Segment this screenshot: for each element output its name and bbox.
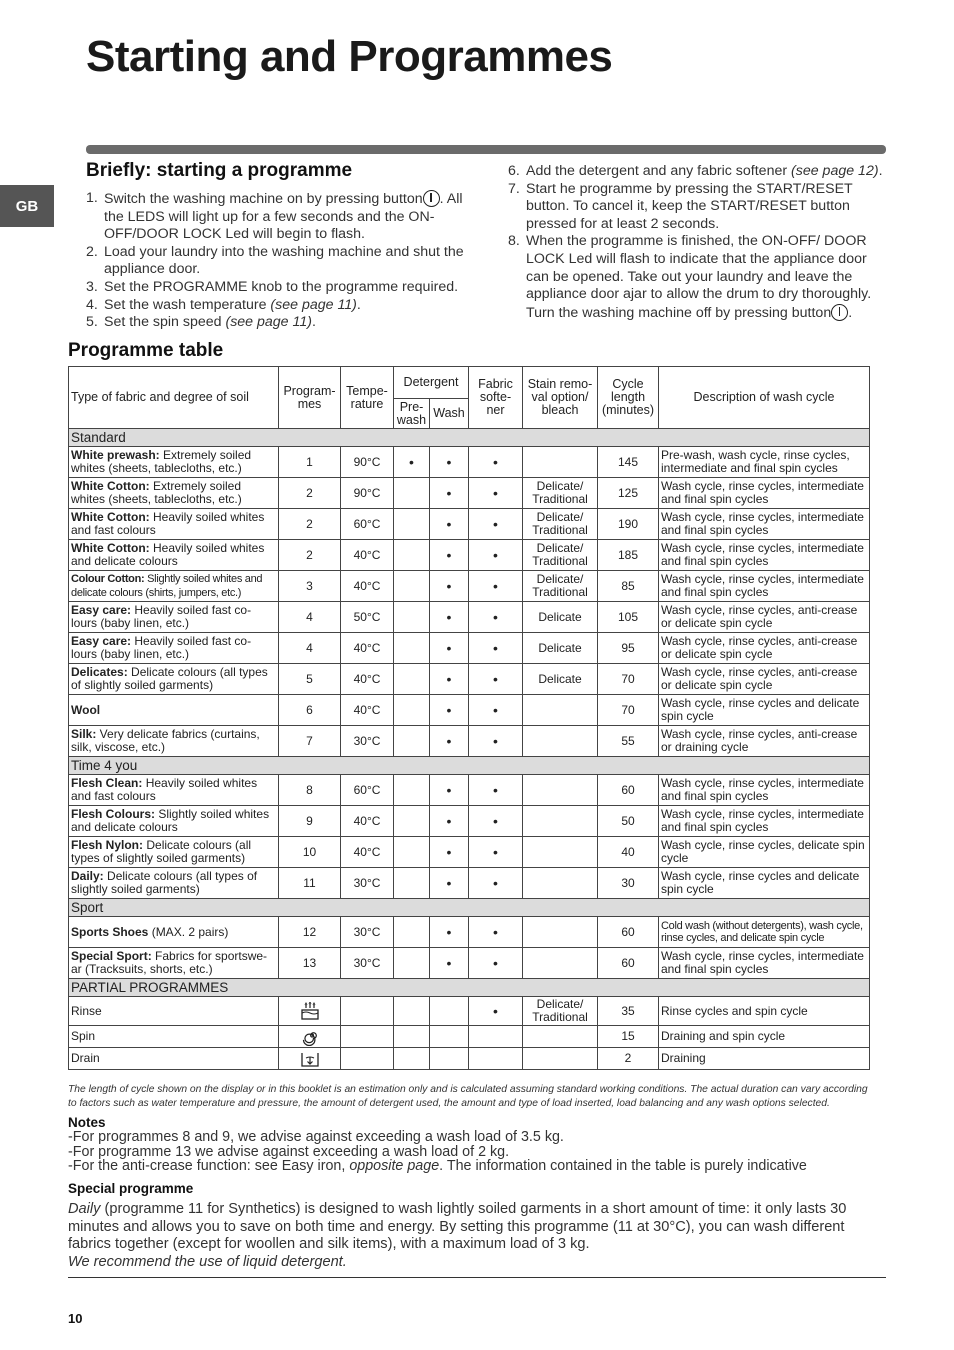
softener-cell: • <box>469 726 523 757</box>
programme-number-cell: 11 <box>279 868 341 899</box>
header-softener: Fabric softe- ner <box>469 367 523 429</box>
description-cell: Wash cycle, rinse cycles and delicate spin cycle <box>659 868 870 899</box>
temperature-cell: 60°C <box>341 509 394 540</box>
temperature-cell: 40°C <box>341 571 394 602</box>
temperature-cell: 30°C <box>341 868 394 899</box>
header-wash: Wash <box>430 399 469 429</box>
stain-removal-cell: Delicate/ Traditional <box>523 997 598 1026</box>
fabric-name: Delicates: <box>71 665 128 679</box>
step-text: Switch the washing machine on by pressing button <box>104 191 423 207</box>
fabric-detail: Rinse <box>71 1003 102 1018</box>
temperature-cell: 30°C <box>341 726 394 757</box>
notes-heading: Notes <box>68 1115 106 1130</box>
temperature-cell: 30°C <box>341 948 394 979</box>
temperature-cell: 50°C <box>341 602 394 633</box>
wash-cell: • <box>430 447 469 478</box>
step-number: 8. <box>508 233 520 250</box>
notes-text <box>68 1130 807 1174</box>
prewash-cell <box>394 726 430 757</box>
fabric-type-cell <box>69 806 279 837</box>
table-row <box>69 997 870 1026</box>
programme-number-cell: 9 <box>279 806 341 837</box>
step-item <box>86 244 466 279</box>
fabric-type-cell <box>69 447 279 478</box>
programme-number-cell: 6 <box>279 695 341 726</box>
wash-cell: • <box>430 695 469 726</box>
stain-removal-cell <box>523 447 598 478</box>
table-row <box>69 447 870 478</box>
note-line: -For programme 13 we advise against exceeding a wash load of 2 kg. <box>68 1143 510 1160</box>
stain-removal-cell: Delicate/ Traditional <box>523 571 598 602</box>
stain-removal-cell <box>523 695 598 726</box>
temperature-cell <box>341 1026 394 1048</box>
stain-removal-cell <box>523 948 598 979</box>
step-number: 1. <box>86 190 98 206</box>
softener-cell: • <box>469 571 523 602</box>
prewash-cell <box>394 509 430 540</box>
step-reference: (see page 12) <box>791 163 879 179</box>
softener-cell: • <box>469 775 523 806</box>
temperature-cell: 90°C <box>341 447 394 478</box>
section-title: Standard <box>69 429 870 447</box>
cycle-length-cell: 15 <box>598 1026 659 1048</box>
table-row <box>69 509 870 540</box>
step-number: 6. <box>508 163 520 179</box>
step-number: 2. <box>86 243 98 260</box>
table-row <box>69 837 870 868</box>
power-button-icon <box>831 304 848 321</box>
description-cell: Draining and spin cycle <box>659 1026 870 1048</box>
table-row <box>69 806 870 837</box>
step-number: 5. <box>86 314 98 331</box>
header-temperature: Tempe- rature <box>341 367 394 429</box>
temperature-cell: 90°C <box>341 478 394 509</box>
step-reference: (see page 11) <box>270 296 357 313</box>
fabric-type-cell <box>69 664 279 695</box>
note-line: -For programmes 8 and 9, we advise against exceeding a wash load of 3.5 kg. <box>68 1129 564 1145</box>
description-cell: Wash cycle, rinse cycles, intermediate and final spin cycles <box>659 540 870 571</box>
softener-cell: • <box>469 806 523 837</box>
table-row <box>69 775 870 806</box>
drain-icon <box>281 1050 338 1068</box>
step-text: Add the detergent and any fabric softener <box>526 163 792 179</box>
stain-removal-cell: Delicate <box>523 633 598 664</box>
temperature-cell: 60°C <box>341 775 394 806</box>
softener-cell: • <box>469 447 523 478</box>
fabric-detail: Drain <box>71 1051 100 1065</box>
temperature-cell: 40°C <box>341 837 394 868</box>
fabric-detail: Slightly soiled whites and delicate colours <box>71 807 270 834</box>
programme-number-cell: 4 <box>279 602 341 633</box>
header-programmes: Program- mes <box>279 367 341 429</box>
table-row <box>69 695 870 726</box>
table-row <box>69 664 870 695</box>
step-item <box>86 190 466 244</box>
fabric-type-cell <box>69 695 279 726</box>
table-row <box>69 868 870 899</box>
softener-cell: • <box>469 868 523 899</box>
fabric-name: White Cotton: <box>71 479 150 493</box>
steps-list-right <box>508 163 893 322</box>
step-item <box>508 163 893 181</box>
fabric-type-cell <box>69 837 279 868</box>
section-row <box>69 979 870 997</box>
description-cell: Cold wash (without detergents), wash cycle, rinse cycles, and delicate spin cycle <box>659 917 870 948</box>
prewash-cell <box>394 571 430 602</box>
wash-cell <box>430 997 469 1026</box>
wash-cell: • <box>430 837 469 868</box>
fabric-detail: Delicate colours (all types of slightly soiled garments) <box>71 869 258 896</box>
step-text: Start he programme by pressing the START/RESET button. To cancel it, keep the START/RESET button pressed for at least 2 seconds. <box>526 180 853 232</box>
stain-removal-cell <box>523 806 598 837</box>
table-row <box>69 726 870 757</box>
fabric-type-cell <box>69 726 279 757</box>
cycle-length-cell: 35 <box>598 997 659 1026</box>
fabric-type-cell <box>69 1048 279 1070</box>
fabric-name: Sports Shoes <box>71 924 149 939</box>
special-lead: Daily <box>68 1201 101 1217</box>
step-text: . <box>878 163 883 179</box>
programme-number-cell: 13 <box>279 948 341 979</box>
softener-cell: • <box>469 602 523 633</box>
programme-number-cell: 3 <box>279 571 341 602</box>
step-text: Set the wash temperature <box>104 296 271 313</box>
fabric-name: Silk: <box>71 727 97 741</box>
description-cell: Wash cycle, rinse cycles, intermediate and final spin cycles <box>659 775 870 806</box>
section-row <box>69 757 870 775</box>
fabric-name: Easy care: <box>71 603 132 617</box>
step-text: . <box>356 296 361 313</box>
fabric-type-cell <box>69 571 279 602</box>
fabric-name: Wool <box>71 702 101 717</box>
table-row <box>69 633 870 664</box>
section-row <box>69 899 870 917</box>
fabric-name: White prewash: <box>71 448 160 462</box>
programme-number-cell: 1 <box>279 447 341 478</box>
description-cell: Pre-wash, wash cycle, rinse cycles, intermediate and final spin cycles <box>659 447 870 478</box>
description-cell: Wash cycle, rinse cycles, anti-crease or delicate spin cycle <box>659 633 870 664</box>
programme-number-cell: 8 <box>279 775 341 806</box>
step-number: 3. <box>86 278 98 295</box>
temperature-cell: 40°C <box>341 540 394 571</box>
step-item <box>86 297 466 315</box>
wash-cell: • <box>430 868 469 899</box>
fabric-type-cell <box>69 633 279 664</box>
programme-number-cell: 2 <box>279 509 341 540</box>
wash-cell: • <box>430 948 469 979</box>
cycle-length-cell: 95 <box>598 633 659 664</box>
temperature-cell: 40°C <box>341 695 394 726</box>
step-text: Set the PROGRAMME knob to the programme required. <box>104 278 459 295</box>
temperature-cell: 40°C <box>341 633 394 664</box>
table-heading: Programme table <box>68 340 224 361</box>
wash-cell: • <box>430 726 469 757</box>
softener-cell: • <box>469 478 523 509</box>
cycle-length-cell: 55 <box>598 726 659 757</box>
wash-cell: • <box>430 571 469 602</box>
fabric-name: Easy care: <box>71 634 132 648</box>
wash-cell: • <box>430 917 469 948</box>
prewash-cell: • <box>394 447 430 478</box>
fabric-detail: Slightly soiled whites and delicate colours (shirts, jumpers, etc.) <box>71 573 263 599</box>
programme-number-cell: 7 <box>279 726 341 757</box>
bottom-rule <box>68 1277 886 1278</box>
fabric-name: Colour Cotton: <box>71 573 145 585</box>
prewash-cell <box>394 948 430 979</box>
step-text: When the programme is finished, the ON-OFF/ DOOR LOCK Led will flash to indicate that the appliance door can be opened. Take out your laundry and leave the appliance door ajar to allow the drum to dry thoroughly. Turn the washing machine off by pressing button <box>526 233 872 321</box>
fabric-name: Flesh Clean: <box>71 776 143 790</box>
steps-list-left <box>86 190 466 332</box>
wash-cell: • <box>430 664 469 695</box>
table-row <box>69 540 870 571</box>
description-cell: Wash cycle, rinse cycles and delicate spin cycle <box>659 695 870 726</box>
header-cycle-length: Cycle length (minutes) <box>598 367 659 429</box>
softener-cell: • <box>469 509 523 540</box>
step-reference: (see page 11) <box>225 314 312 331</box>
fabric-detail: Extremely soiled whites (sheets, tablecloths, etc.) <box>71 479 242 506</box>
step-text: . All the LEDS will light up for a few seconds and the ON-OFF/DOOR LOCK Led will begin to flash. <box>104 191 463 243</box>
section-title: Sport <box>69 899 870 917</box>
prewash-cell <box>394 664 430 695</box>
temperature-cell: 30°C <box>341 917 394 948</box>
note-line: -For the anti-crease function: see Easy iron, opposite page. The information contained in the table is purely indicative <box>68 1158 807 1174</box>
cycle-length-cell: 50 <box>598 806 659 837</box>
prewash-cell <box>394 540 430 571</box>
cycle-length-cell: 70 <box>598 695 659 726</box>
spin-icon <box>281 1028 338 1046</box>
prewash-cell <box>394 633 430 664</box>
prewash-cell <box>394 478 430 509</box>
brief-heading: Briefly: starting a programme <box>86 160 353 181</box>
fabric-type-cell <box>69 509 279 540</box>
softener-cell: • <box>469 948 523 979</box>
softener-cell: • <box>469 917 523 948</box>
softener-cell: • <box>469 695 523 726</box>
description-cell: Wash cycle, rinse cycles, anti-crease or delicate spin cycle <box>659 664 870 695</box>
fabric-name: Flesh Colours: <box>71 807 156 821</box>
table-row <box>69 571 870 602</box>
fabric-type-cell <box>69 1026 279 1048</box>
fabric-detail: (MAX. 2 pairs) <box>148 924 229 939</box>
prewash-cell <box>394 695 430 726</box>
step-item <box>508 181 893 234</box>
description-cell: Wash cycle, rinse cycles, intermediate and final spin cycles <box>659 478 870 509</box>
special-tail: We recommend the use of liquid detergent. <box>68 1253 347 1270</box>
stain-removal-cell <box>523 917 598 948</box>
description-cell: Wash cycle, rinse cycles, anti-crease or draining cycle <box>659 726 870 757</box>
step-number: 4. <box>86 296 98 313</box>
prewash-cell <box>394 1048 430 1070</box>
step-text: Set the spin speed <box>104 314 226 331</box>
softener-cell: • <box>469 633 523 664</box>
wash-cell <box>430 1026 469 1048</box>
softener-cell: • <box>469 540 523 571</box>
fabric-detail: Heavily soiled whites and fast colours <box>71 510 265 537</box>
table-row <box>69 948 870 979</box>
step-text: . <box>311 314 316 331</box>
cycle-length-cell: 40 <box>598 837 659 868</box>
section-row <box>69 429 870 447</box>
header-description: Description of wash cycle <box>659 367 870 429</box>
programme-number-cell <box>279 1026 341 1048</box>
description-cell: Wash cycle, rinse cycles, intermediate and final spin cycles <box>659 806 870 837</box>
fabric-name: Daily: <box>71 869 104 883</box>
description-cell: Wash cycle, rinse cycles, anti-crease or delicate spin cycle <box>659 602 870 633</box>
stain-removal-cell: Delicate <box>523 602 598 633</box>
cycle-length-cell: 145 <box>598 447 659 478</box>
table-row <box>69 1026 870 1048</box>
programme-number-cell: 2 <box>279 478 341 509</box>
prewash-cell <box>394 997 430 1026</box>
special-programme-text: Daily (programme 11 for Synthetics) is designed to wash lightly soiled garments in a short amount of time: it only lasts 30 minutes and allows you to save on both time and energy. By setting this programme (11 at 30°C), you can wash different fabrics together (except for woollen and silk items), with a maximum load of 3 kg. We recommend the use of liquid detergent. <box>68 1201 847 1270</box>
programme-number-cell: 4 <box>279 633 341 664</box>
header-prewash: Pre- wash <box>394 399 430 429</box>
wash-cell: • <box>430 540 469 571</box>
temperature-cell <box>341 1048 394 1070</box>
stain-removal-cell: Delicate/ Traditional <box>523 540 598 571</box>
cycle-length-cell: 60 <box>598 948 659 979</box>
temperature-cell: 40°C <box>341 806 394 837</box>
fabric-detail: Spin <box>71 1029 96 1043</box>
fabric-detail: Heavily soiled whites and fast colours <box>71 776 258 803</box>
table-row <box>69 917 870 948</box>
fabric-detail: Heavily soiled fast co- lours (baby linen, etc.) <box>71 634 252 661</box>
fabric-detail: Extremely soiled whites (sheets, tablecloths, etc.) <box>71 448 252 475</box>
fabric-detail: Heavily soiled fast co- lours (baby linen, etc.) <box>71 603 252 630</box>
programme-number-cell: 5 <box>279 664 341 695</box>
page-title: Starting and Programmes <box>86 32 613 81</box>
prewash-cell <box>394 917 430 948</box>
wash-cell: • <box>430 602 469 633</box>
stain-removal-cell <box>523 1048 598 1070</box>
programme-number-cell <box>279 1048 341 1070</box>
prewash-cell <box>394 868 430 899</box>
fabric-type-cell <box>69 478 279 509</box>
fabric-type-cell <box>69 917 279 948</box>
cycle-length-cell: 105 <box>598 602 659 633</box>
wash-cell: • <box>430 478 469 509</box>
fabric-type-cell <box>69 775 279 806</box>
prewash-cell <box>394 1026 430 1048</box>
cycle-length-cell: 85 <box>598 571 659 602</box>
fabric-type-cell <box>69 948 279 979</box>
title-rule <box>86 145 886 154</box>
softener-cell: • <box>469 997 523 1026</box>
softener-cell: • <box>469 837 523 868</box>
cycle-length-cell: 125 <box>598 478 659 509</box>
table-row <box>69 602 870 633</box>
prewash-cell <box>394 775 430 806</box>
wash-cell: • <box>430 775 469 806</box>
stain-removal-cell: Delicate/ Traditional <box>523 478 598 509</box>
fabric-type-cell <box>69 540 279 571</box>
cycle-length-cell: 70 <box>598 664 659 695</box>
description-cell: Wash cycle, rinse cycles, delicate spin cycle <box>659 837 870 868</box>
language-tab: GB <box>0 185 54 227</box>
softener-cell <box>469 1026 523 1048</box>
wash-cell: • <box>430 509 469 540</box>
header-detergent: Detergent <box>394 367 469 399</box>
cycle-length-cell: 60 <box>598 917 659 948</box>
stain-removal-cell <box>523 868 598 899</box>
description-cell: Rinse cycles and spin cycle <box>659 997 870 1026</box>
special-programme-heading: Special programme <box>68 1181 194 1196</box>
softener-cell <box>469 1048 523 1070</box>
wash-cell: • <box>430 806 469 837</box>
description-cell: Draining <box>659 1048 870 1070</box>
header-stain-removal: Stain remo- val option/ bleach <box>523 367 598 429</box>
prewash-cell <box>394 837 430 868</box>
fabric-detail: Delicate colours (all types of slightly soiled garments) <box>71 838 252 865</box>
section-title: Time 4 you <box>69 757 870 775</box>
fabric-detail: Very delicate fabrics (curtains, silk, viscose, etc.) <box>71 727 260 754</box>
stain-removal-cell <box>523 726 598 757</box>
fabric-type-cell <box>69 997 279 1026</box>
section-title: PARTIAL PROGRAMMES <box>69 979 870 997</box>
cycle-length-cell: 190 <box>598 509 659 540</box>
fabric-detail: Delicate colours (all types of slightly soiled garments) <box>71 665 268 692</box>
cycle-length-cell: 30 <box>598 868 659 899</box>
wash-cell: • <box>430 633 469 664</box>
step-text: . <box>848 304 853 321</box>
cycle-length-cell: 60 <box>598 775 659 806</box>
stain-removal-cell <box>523 1026 598 1048</box>
description-cell: Wash cycle, rinse cycles, intermediate and final spin cycles <box>659 948 870 979</box>
programme-table <box>68 366 870 1070</box>
step-item <box>86 314 466 332</box>
fabric-detail: Heavily soiled whites and delicate colours <box>71 541 265 568</box>
step-item <box>86 279 466 297</box>
programme-number-cell: 2 <box>279 540 341 571</box>
step-text: Load your laundry into the washing machine and shut the appliance door. <box>104 243 464 278</box>
programme-number-cell: 12 <box>279 917 341 948</box>
step-number: 7. <box>508 180 520 197</box>
prewash-cell <box>394 806 430 837</box>
cycle-length-cell: 185 <box>598 540 659 571</box>
step-item <box>508 233 893 322</box>
stain-removal-cell: Delicate/ Traditional <box>523 509 598 540</box>
header-fabric-type: Type of fabric and degree of soil <box>69 367 279 429</box>
softener-cell: • <box>469 664 523 695</box>
temperature-cell <box>341 997 394 1026</box>
cycle-length-cell: 2 <box>598 1048 659 1070</box>
fabric-type-cell <box>69 602 279 633</box>
programme-number-cell <box>279 997 341 1026</box>
page-number: 10 <box>68 1311 83 1326</box>
table-row <box>69 1048 870 1070</box>
temperature-cell: 40°C <box>341 664 394 695</box>
fabric-type-cell <box>69 868 279 899</box>
fabric-name: White Cotton: <box>71 510 150 524</box>
cycle-length-footnote: The length of cycle shown on the display or in this booklet is an estimation only and is calculated assuming standard working conditions. The actual duration can vary according to factors such as water temperature and pressure, the amount of detergent used, the amount and type of load inserted, load balancing and any wash options selected. <box>68 1084 868 1109</box>
rinse-icon <box>281 1002 338 1020</box>
programme-number-cell: 10 <box>279 837 341 868</box>
power-button-icon <box>423 190 440 207</box>
prewash-cell <box>394 602 430 633</box>
description-cell: Wash cycle, rinse cycles, intermediate and final spin cycles <box>659 509 870 540</box>
stain-removal-cell <box>523 837 598 868</box>
table-row <box>69 478 870 509</box>
fabric-detail: Fabrics for sportswe- ar (Tracksuits, shorts, etc.) <box>71 949 268 976</box>
fabric-name: White Cotton: <box>71 541 150 555</box>
stain-removal-cell <box>523 775 598 806</box>
wash-cell <box>430 1048 469 1070</box>
fabric-name: Special Sport: <box>71 949 152 963</box>
fabric-name: Flesh Nylon: <box>71 838 144 852</box>
description-cell: Wash cycle, rinse cycles, intermediate and final spin cycles <box>659 571 870 602</box>
stain-removal-cell: Delicate <box>523 664 598 695</box>
